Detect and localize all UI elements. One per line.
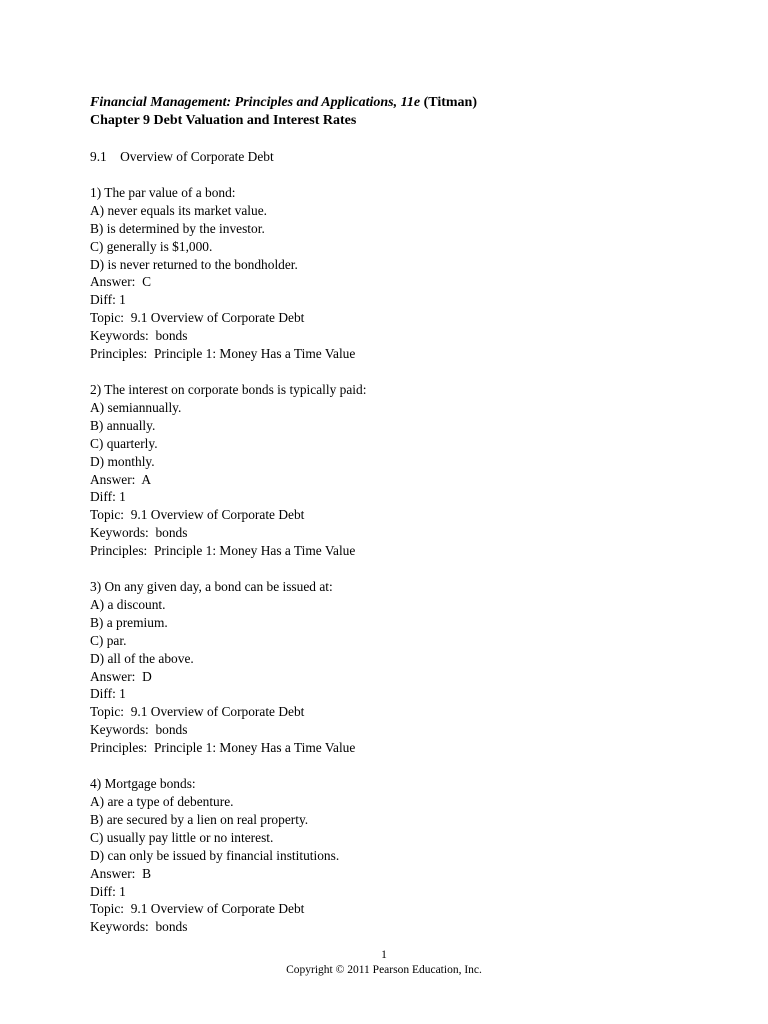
answer-key: Answer: A — [90, 471, 151, 487]
answer-key: Answer: C — [90, 274, 151, 290]
difficulty: Diff: 1 — [90, 489, 126, 505]
question-block — [90, 578, 710, 757]
keywords: Keywords: bonds — [90, 525, 188, 541]
keywords: Keywords: bonds — [90, 919, 188, 935]
book-title: Financial Management: Principles and Applications, 11e — [90, 95, 421, 110]
difficulty: Diff: 1 — [90, 686, 126, 702]
answer-key: Answer: B — [90, 865, 151, 881]
question-list — [90, 184, 710, 936]
keywords: Keywords: bonds — [90, 722, 188, 738]
topic: Topic: 9.1 Overview of Corporate Debt — [90, 310, 305, 326]
answer-option: C) par. — [90, 632, 127, 648]
answer-option: A) a discount. — [90, 596, 166, 612]
topic: Topic: 9.1 Overview of Corporate Debt — [90, 901, 305, 917]
question-stem: 3) On any given day, a bond can be issued at: — [90, 579, 333, 595]
answer-option: A) never equals its market value. — [90, 202, 267, 218]
answer-option: A) are a type of debenture. — [90, 794, 234, 809]
answer-option: C) generally is $1,000. — [90, 238, 213, 254]
answer-option: D) all of the above. — [90, 650, 194, 666]
question-block — [90, 775, 710, 936]
document-page — [90, 94, 710, 936]
principles: Principles: Principle 1: Money Has a Time Value — [90, 543, 356, 559]
answer-option: D) is never returned to the bondholder. — [90, 256, 298, 272]
author: (Titman) — [423, 95, 477, 110]
book-title-line — [90, 94, 710, 112]
question-stem: 1) The par value of a bond: — [90, 184, 236, 200]
answer-option: B) annually. — [90, 417, 156, 433]
answer-option: D) can only be issued by financial institutions. — [90, 847, 340, 863]
difficulty: Diff: 1 — [90, 292, 126, 308]
chapter-number: Chapter 9 — [90, 113, 151, 128]
answer-option: B) a premium. — [90, 614, 168, 630]
answer-key: Answer: D — [90, 668, 152, 684]
answer-option: C) usually pay little or no interest. — [90, 829, 274, 845]
answer-option: D) monthly. — [90, 453, 155, 469]
question-block — [90, 184, 710, 363]
page-number: 1 — [381, 949, 387, 961]
difficulty: Diff: 1 — [90, 883, 126, 899]
copyright: Copyright © 2011 Pearson Education, Inc. — [286, 964, 482, 976]
answer-option: B) are secured by a lien on real property. — [90, 811, 309, 827]
principles: Principles: Principle 1: Money Has a Time Value — [90, 740, 356, 756]
principles: Principles: Principle 1: Money Has a Time Value — [90, 346, 356, 362]
answer-option: A) semiannually. — [90, 399, 182, 415]
keywords: Keywords: bonds — [90, 328, 188, 344]
section-heading — [90, 148, 710, 166]
chapter-title: Debt Valuation and Interest Rates — [153, 113, 357, 128]
answer-option: B) is determined by the investor. — [90, 220, 265, 236]
question-stem: 4) Mortgage bonds: — [90, 776, 196, 792]
topic: Topic: 9.1 Overview of Corporate Debt — [90, 704, 305, 720]
answer-option: C) quarterly. — [90, 435, 158, 451]
chapter-line — [90, 112, 710, 130]
section-number: 9.1 — [90, 149, 107, 164]
question-stem: 2) The interest on corporate bonds is typically paid: — [90, 381, 367, 397]
section-title: Overview of Corporate Debt — [120, 149, 274, 164]
question-block — [90, 381, 710, 560]
topic: Topic: 9.1 Overview of Corporate Debt — [90, 507, 305, 523]
